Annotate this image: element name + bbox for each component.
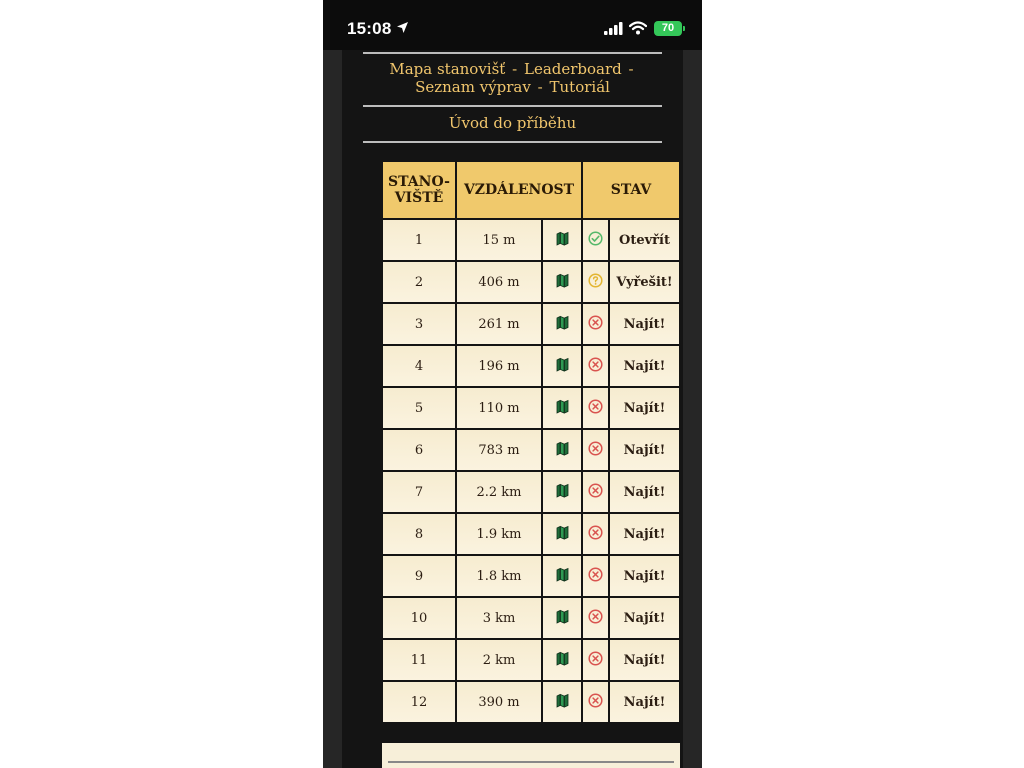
station-action-button[interactable]: Najít! <box>610 430 679 470</box>
station-number: 9 <box>383 556 455 596</box>
station-number: 1 <box>383 220 455 260</box>
header-status: STAV <box>583 162 679 218</box>
divider-bottom <box>363 141 662 143</box>
station-distance: 1.9 km <box>457 514 541 554</box>
footer-divider <box>388 761 674 763</box>
map-icon[interactable] <box>543 346 581 386</box>
main-content <box>342 50 683 768</box>
nav-line-2 <box>342 78 683 96</box>
battery-indicator: 70 <box>654 21 682 36</box>
map-icon[interactable] <box>543 304 581 344</box>
station-number: 8 <box>383 514 455 554</box>
cross-circle-icon <box>583 640 608 680</box>
nav-separator: - <box>628 60 634 78</box>
header-station: STANO- VIŠTĚ <box>383 162 455 218</box>
station-number: 3 <box>383 304 455 344</box>
nav-link-expedition-list[interactable]: Seznam výprav <box>415 78 531 96</box>
map-icon[interactable] <box>543 388 581 428</box>
cross-circle-icon <box>583 598 608 638</box>
nav-line-1 <box>342 60 683 78</box>
map-icon[interactable] <box>543 682 581 722</box>
station-number: 5 <box>383 388 455 428</box>
cross-circle-icon <box>583 346 608 386</box>
table-row <box>383 598 679 638</box>
map-icon[interactable] <box>543 640 581 680</box>
table-row <box>383 514 679 554</box>
phone-screen <box>323 0 702 768</box>
table-row <box>383 430 679 470</box>
station-distance: 261 m <box>457 304 541 344</box>
divider-top <box>363 52 662 54</box>
table-row <box>383 304 679 344</box>
cellular-signal-icon <box>604 22 624 35</box>
nav-link-leaderboard[interactable]: Leaderboard <box>523 60 622 78</box>
map-icon[interactable] <box>543 514 581 554</box>
station-action-button[interactable]: Najít! <box>610 640 679 680</box>
question-circle-icon <box>583 262 608 302</box>
cross-circle-icon <box>583 388 608 428</box>
left-margin <box>323 50 342 768</box>
nav-separator: - <box>512 60 518 78</box>
station-distance: 1.8 km <box>457 556 541 596</box>
station-distance: 390 m <box>457 682 541 722</box>
location-arrow-icon <box>396 21 409 34</box>
station-number: 2 <box>383 262 455 302</box>
table-row <box>383 640 679 680</box>
nav-link-tutorial[interactable]: Tutoriál <box>549 78 610 96</box>
right-margin <box>683 50 702 768</box>
cross-circle-icon <box>583 682 608 722</box>
wifi-icon <box>629 21 647 35</box>
table-row <box>383 346 679 386</box>
station-action-button[interactable]: Najít! <box>610 556 679 596</box>
station-number: 12 <box>383 682 455 722</box>
table-header-row <box>383 162 679 218</box>
nav-separator: - <box>537 78 543 96</box>
status-time: 15:08 <box>347 19 392 38</box>
station-distance: 406 m <box>457 262 541 302</box>
table-row <box>383 556 679 596</box>
station-number: 7 <box>383 472 455 512</box>
station-action-button[interactable]: Najít! <box>610 346 679 386</box>
station-number: 11 <box>383 640 455 680</box>
station-action-button[interactable]: Vyřešit! <box>610 262 679 302</box>
cross-circle-icon <box>583 556 608 596</box>
station-action-button[interactable]: Najít! <box>610 304 679 344</box>
nav-link-station-map[interactable]: Mapa stanovišť <box>389 60 506 78</box>
check-circle-icon <box>583 220 608 260</box>
map-icon[interactable] <box>543 220 581 260</box>
map-icon[interactable] <box>543 472 581 512</box>
table-row <box>383 682 679 722</box>
station-number: 6 <box>383 430 455 470</box>
map-icon[interactable] <box>543 262 581 302</box>
station-action-button[interactable]: Najít! <box>610 682 679 722</box>
station-action-button[interactable]: Najít! <box>610 388 679 428</box>
station-action-button[interactable]: Najít! <box>610 472 679 512</box>
station-distance: 196 m <box>457 346 541 386</box>
stations-table <box>381 160 681 724</box>
header-distance: VZDÁLENOST <box>457 162 581 218</box>
battery-tip <box>683 26 685 31</box>
table-row <box>383 472 679 512</box>
cross-circle-icon <box>583 514 608 554</box>
divider-middle <box>363 105 662 107</box>
cross-circle-icon <box>583 430 608 470</box>
table-row <box>383 262 679 302</box>
station-distance: 2.2 km <box>457 472 541 512</box>
station-distance: 3 km <box>457 598 541 638</box>
cross-circle-icon <box>583 472 608 512</box>
table-row <box>383 220 679 260</box>
station-action-button[interactable]: Otevřít <box>610 220 679 260</box>
station-number: 10 <box>383 598 455 638</box>
story-intro-link[interactable]: Úvod do příběhu <box>448 114 577 132</box>
station-action-button[interactable]: Najít! <box>610 598 679 638</box>
map-icon[interactable] <box>543 556 581 596</box>
table-footer-row <box>382 743 680 768</box>
map-icon[interactable] <box>543 598 581 638</box>
station-distance: 15 m <box>457 220 541 260</box>
status-bar <box>323 0 702 50</box>
table-row <box>383 388 679 428</box>
station-distance: 783 m <box>457 430 541 470</box>
station-distance: 110 m <box>457 388 541 428</box>
map-icon[interactable] <box>543 430 581 470</box>
station-action-button[interactable]: Najít! <box>610 514 679 554</box>
station-number: 4 <box>383 346 455 386</box>
station-distance: 2 km <box>457 640 541 680</box>
cross-circle-icon <box>583 304 608 344</box>
